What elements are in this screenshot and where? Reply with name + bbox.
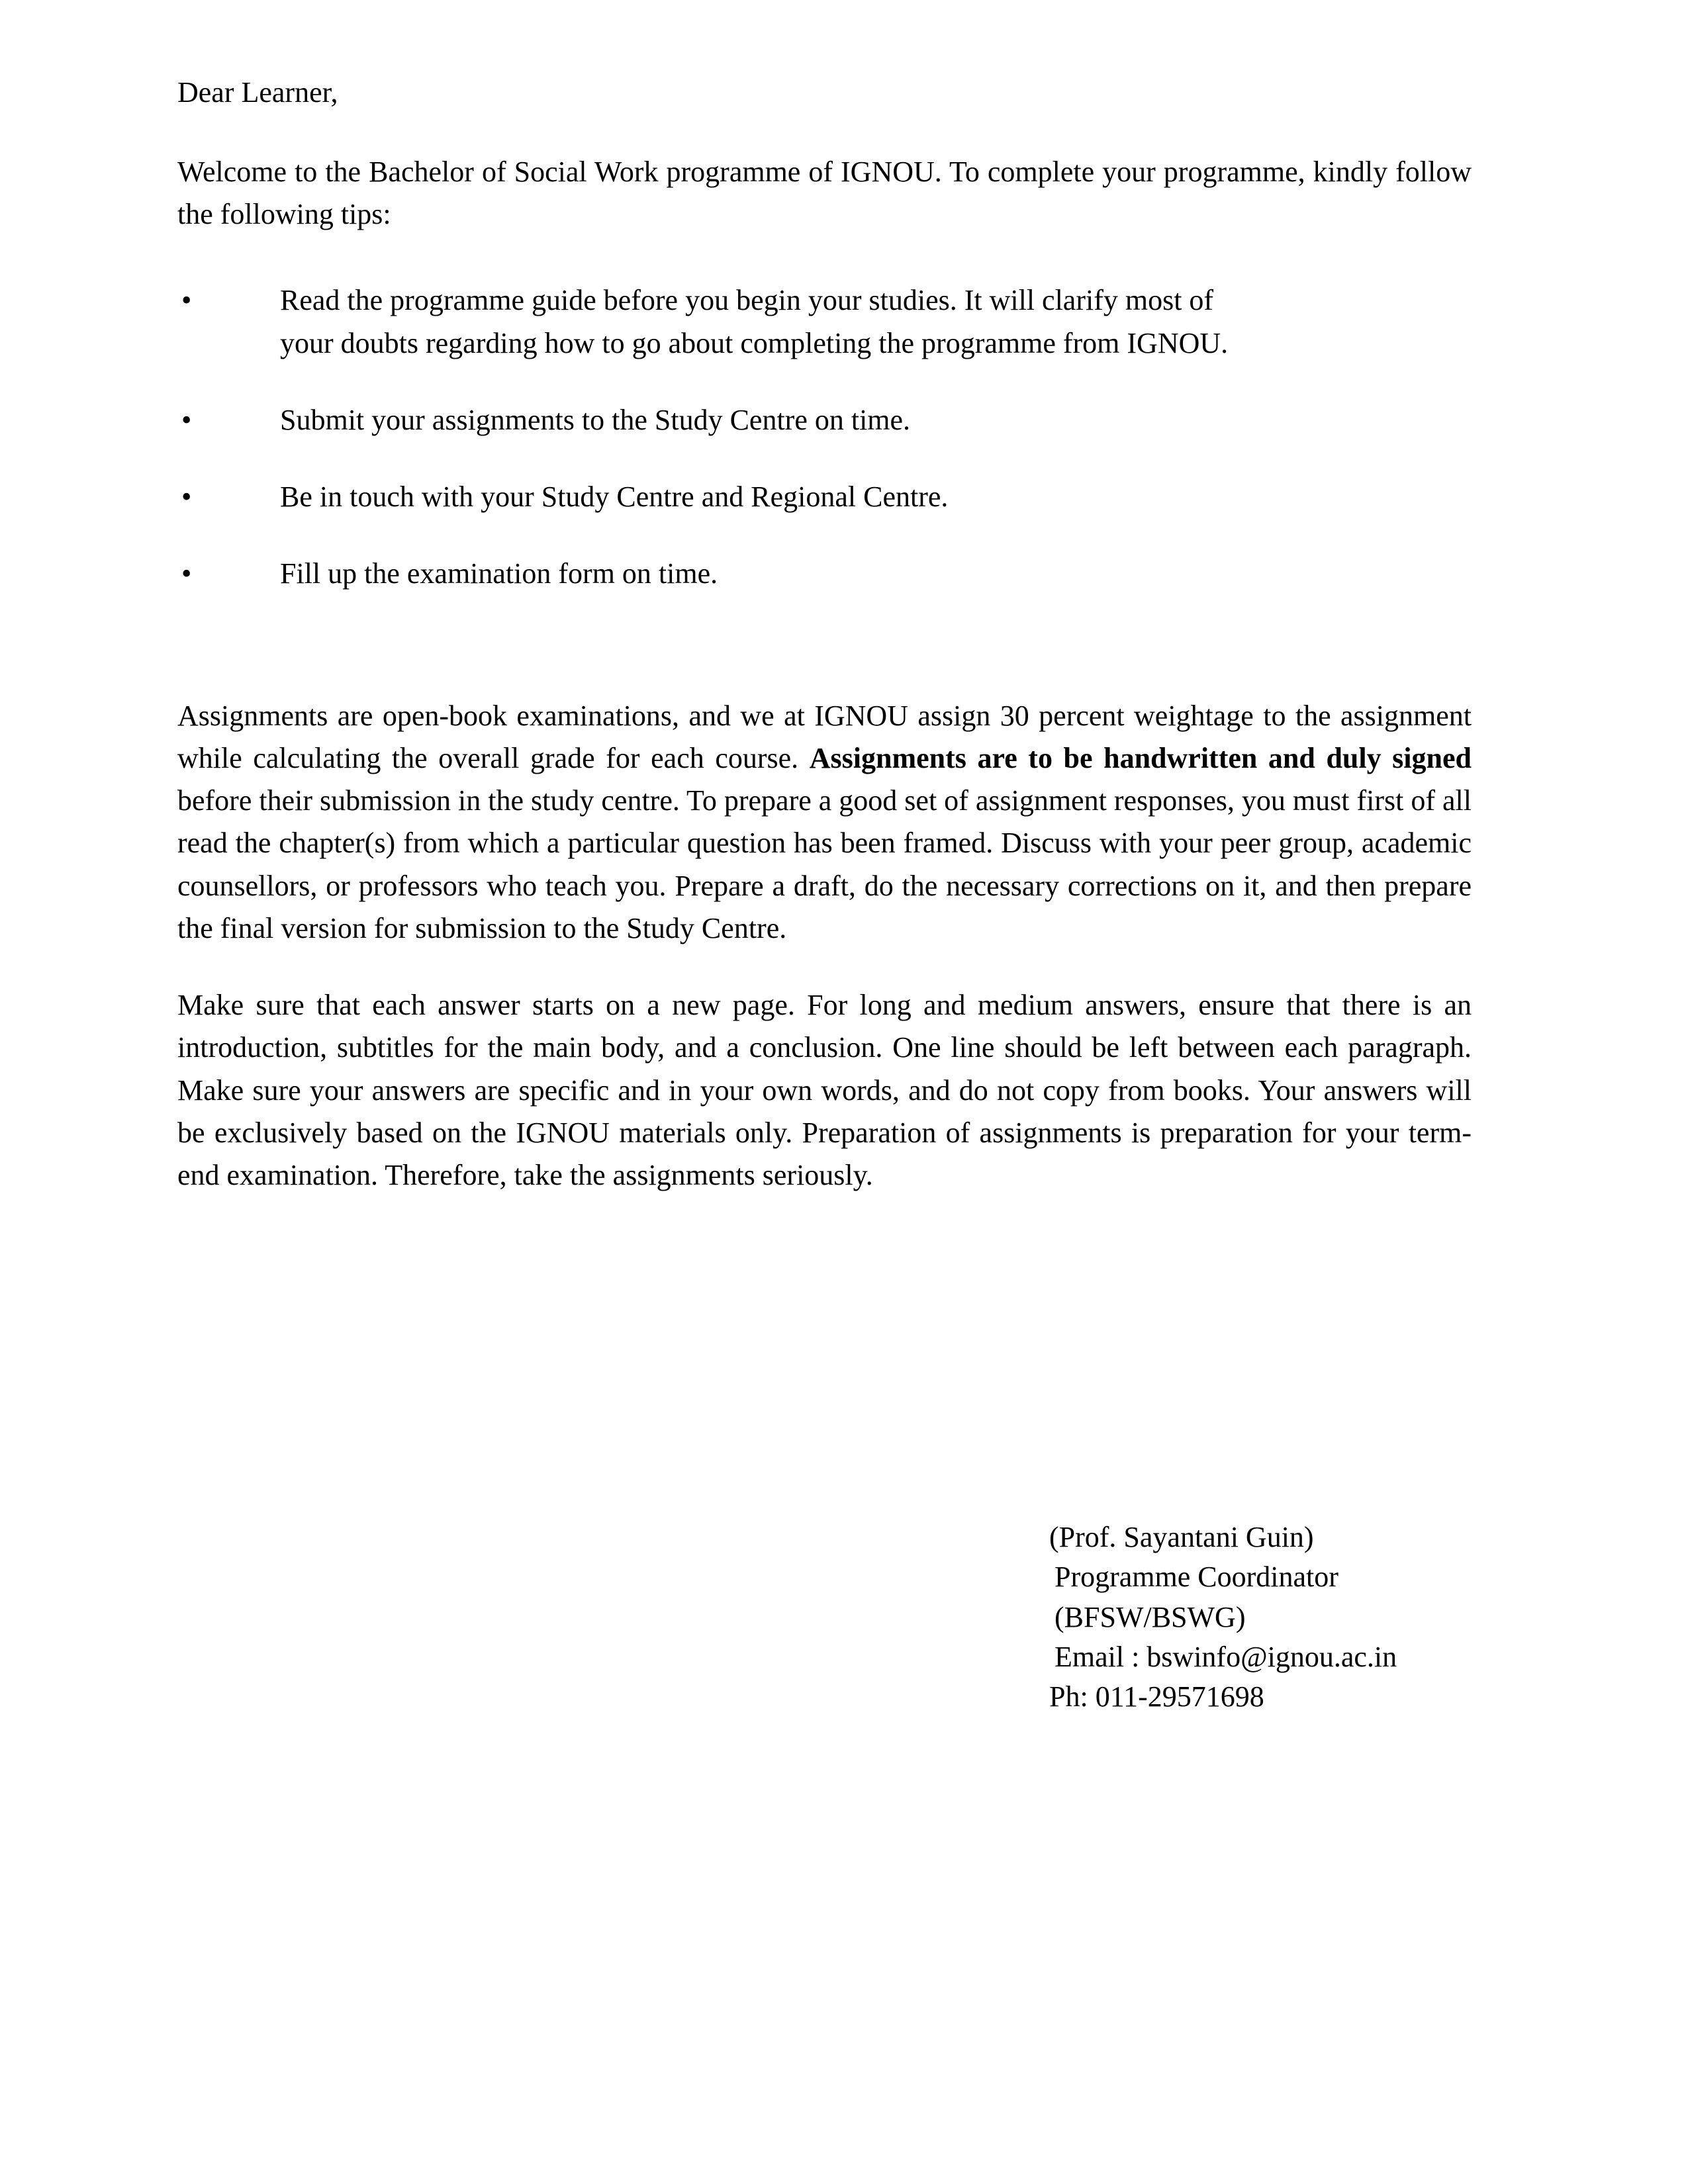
list-item-text: Submit your assignments to the Study Centre on time. — [280, 403, 911, 436]
assignments-text-part-1: Assignments are open-book examinations, and we at IGNOU assign 30 percent weightage to the assignment while calculating the overall grade for each course. — [177, 699, 1472, 774]
bullet-icon: • — [181, 284, 192, 317]
tips-list — [177, 279, 1472, 595]
bullet-icon: • — [181, 557, 192, 590]
signature-role: Programme Coordinator — [1055, 1561, 1338, 1594]
bullet-icon: • — [181, 480, 192, 514]
assignments-paragraph — [177, 695, 1472, 950]
list-item — [177, 399, 1021, 441]
list-item-text: Read the programme guide before you begin your studies. It will clarify most of your doubts regarding how to go about completing the programme from IGNOU. — [280, 284, 1229, 359]
signature-block — [1049, 1518, 1579, 1717]
assignments-text-part-2: before their submission in the study centre. To prepare a good set of assignment responses, you must first of all read the chapter(s) from which a particular question has been framed. Discuss with your peer group, academic counsellors, or professors who teach you. Prepare a draft, do the necessary corrections on it, and then prepare the final version for submission to the Study Centre. — [177, 784, 1472, 944]
signature-phone: Ph: 011-29571698 — [1049, 1680, 1264, 1713]
answers-paragraph: Make sure that each answer starts on a new page. For long and medium answers, ensure that there is an introduction, subtitles for the main body, and a conclusion. One line should be left between each paragraph. Make sure your answers are specific and in your own words, and do not copy from books. Your answers will be exclusively based on the IGNOU materials only. Preparation of assignments is preparation for your term-end examination. Therefore, take the assignments seriously. — [177, 989, 1472, 1191]
list-item-text: Be in touch with your Study Centre and Regional Centre. — [280, 480, 949, 514]
signature-programme-codes: (BFSW/BSWG) — [1055, 1600, 1246, 1633]
assignments-emphasis: Assignments are to be handwritten and duly signed — [809, 741, 1472, 774]
spacer — [177, 596, 1472, 695]
list-item — [177, 476, 1021, 518]
bullet-icon: • — [181, 403, 192, 436]
list-item — [177, 553, 1021, 595]
spacer — [177, 236, 1472, 279]
intro-paragraph: Welcome to the Bachelor of Social Work programme of IGNOU. To complete your programme, kindly follow the following tips: — [177, 156, 1472, 231]
spacer — [177, 107, 1472, 151]
list-item — [177, 279, 1273, 364]
spacer — [177, 950, 1472, 984]
signature-name: (Prof. Sayantani Guin) — [1049, 1521, 1314, 1553]
list-item-text: Fill up the examination form on time. — [280, 557, 718, 590]
signature-email: Email : bswinfo@ignou.ac.in — [1055, 1640, 1397, 1673]
salutation: Dear Learner, — [177, 76, 338, 109]
document-body — [177, 78, 1472, 1197]
